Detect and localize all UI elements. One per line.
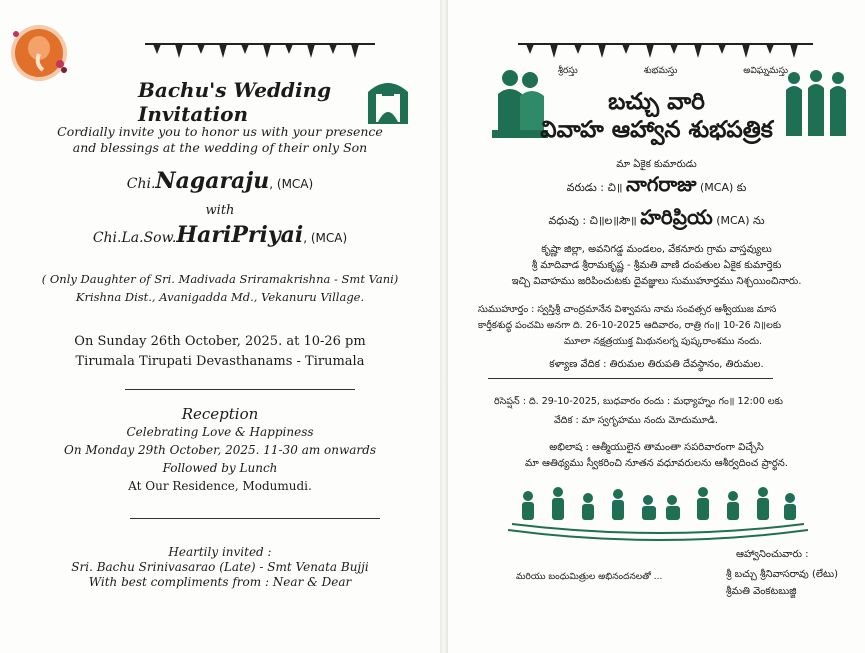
top-garland-left [145,40,375,62]
only-son: మా ఏకైక కుమారుడు [616,159,697,170]
groom-degree: , (MCA) [269,177,314,191]
reception-line-4: At Our Residence, Modumudi. [128,479,312,493]
inviter-names: Sri. Bachu Srinivasarao (Late) - Smt Venata Bujji [71,560,369,574]
family-line-3: ఇచ్చి వివాహము జరిపించుటకు దైవజ్ఞులు సుముహూర్తము నిశ్చయించినారు. [511,276,802,287]
divider-1 [125,389,355,390]
compliments-line: With best compliments from : Near & Dear [88,575,352,589]
telugu-title-2: వివాహ ఆహ్వాన శుభపత్రిక [540,117,773,143]
abhilasha-line-1: అభిలాష : ఆత్మీయులైన తామంతా సపరివారంగా విచ్చేసి [549,442,764,453]
page-fold [440,0,448,653]
bride-telugu-name: హరిప్రియ [640,205,713,229]
blessing-avighnamasthu: అవిఘ్నమస్తు [743,66,788,76]
inviters-label: ఆహ్వానించువారు : [736,549,809,560]
telugu-venue: కళ్యాణ వేదిక : తిరుమల తిరుపతి దేవస్థానం, తిరుమల. [549,359,764,370]
muhurtham-line-3: మూలా నక్షత్రయుక్త మిథునలగ్న పుష్కరాంశము నందు. [563,336,763,347]
blessing-srirasthu: శ్రీరస్తు [558,66,578,76]
wedding-venue: Tirumala Tirupati Devasthanams - Tirumala [75,354,365,369]
muhurtham-line-2: కార్తీకశుద్ధ పంచమి అనగా ది. 26-10-2025 ఆదివారం, రాత్రి గం॥ 10-26 ని॥లకు [478,320,782,331]
invitation-title: Bachu's Wedding Invitation [138,78,332,126]
reception-line-1: Celebrating Love & Happiness [126,425,314,439]
telugu-reception-2: వేదిక : మా స్వగృహము నందు మోదుమూడి. [554,415,718,426]
daughter-line-2: Krishna Dist., Avanigadda Md., Vekanuru Village. [75,290,365,304]
groom-telugu-suffix: (MCA) కు [700,181,747,194]
divider-3 [488,378,773,379]
bride-telugu-line [448,205,865,234]
blessing-subhamasthu: శుభమస్తు [643,66,678,76]
groom-telugu-name: నాగరాజు [625,172,697,196]
abhilasha-line-2: మా ఆతిథ్యము స్వీకరించి నూతన వధూవరులను ఆశీర్వదించ ప్రార్థన. [525,458,788,469]
bride-telugu-suffix: (MCA) ను [716,214,765,227]
wedding-ceremony-illustration [508,478,808,546]
inviter-1: శ్రీ బచ్చు శ్రీనివాసరావు (లేటు) [726,569,839,580]
reception-line-2: On Monday 29th October, 2025. 11-30 am onwards [64,443,376,457]
telugu-reception-1: రిసెప్షన్ : ది. 29-10-2025, బుధవారం రందు : మధ్యాహ్నం గం॥ 12:00 లకు [494,396,783,407]
inviter-2: శ్రీమతి వెంకటబుజ్జి [726,586,797,597]
muhurtham-line-1: సుముహూర్తం : స్వస్తిశ్రీ చాంద్రమానేన విశ్వావసు నామ సంవత్సర ఆశ్వీయుజ మాస [478,304,777,315]
telugu-title-1: బచ్చు వారి [608,89,705,115]
wedding-date: On Sunday 26th October, 2025. at 10-26 pm [74,334,366,349]
divider-2 [130,518,380,519]
ganesha-icon [6,20,72,86]
with-text: with [205,203,235,218]
family-line-2: శ్రీ మాదివాడ శ్రీరామకృష్ణ - శ్రీమతి వాణి దంపతుల ఏకైక కుమార్తెకు [531,260,782,271]
bride-line [0,222,440,248]
bride-prefix: Chi.La.Sow. [92,230,177,246]
top-garland-right [518,40,813,62]
deity-venkateswara-icon [364,74,412,126]
daughter-line-1: ( Only Daughter of Sri. Madivada Sriramakrishna - Smt Vani) [41,272,399,286]
intro-line-2: and blessings at the wedding of their only Son [72,140,368,155]
groom-line [0,168,440,194]
family-line-1: కృష్ణా జిల్లా, అవనిగడ్డ మండలం, వేకనూరు గ్రామ వాస్తవ్యులు [541,244,772,255]
bride-degree: , (MCA) [303,231,348,245]
groom-telugu-line [448,172,865,201]
intro-line-1: Cordially invite you to honor us with your presence [57,124,383,139]
bride-telugu-label: వధువు : చి॥ల॥సౌ॥ [548,214,637,227]
heartily-invited: Heartily invited : [168,545,272,559]
telugu-invitation-page [448,0,865,653]
reception-line-3: Followed by Lunch [162,461,278,475]
greetings-line: మరియు బంధుమిత్రుల అభినందనలతో ... [516,572,663,582]
groom-telugu-label: వరుడు : చి॥ [566,181,623,194]
groom-prefix: Chi. [126,176,156,192]
groom-name: Nagaraju [155,168,270,194]
reception-title: Reception [181,405,259,423]
bride-name: HariPriyai [176,222,304,248]
